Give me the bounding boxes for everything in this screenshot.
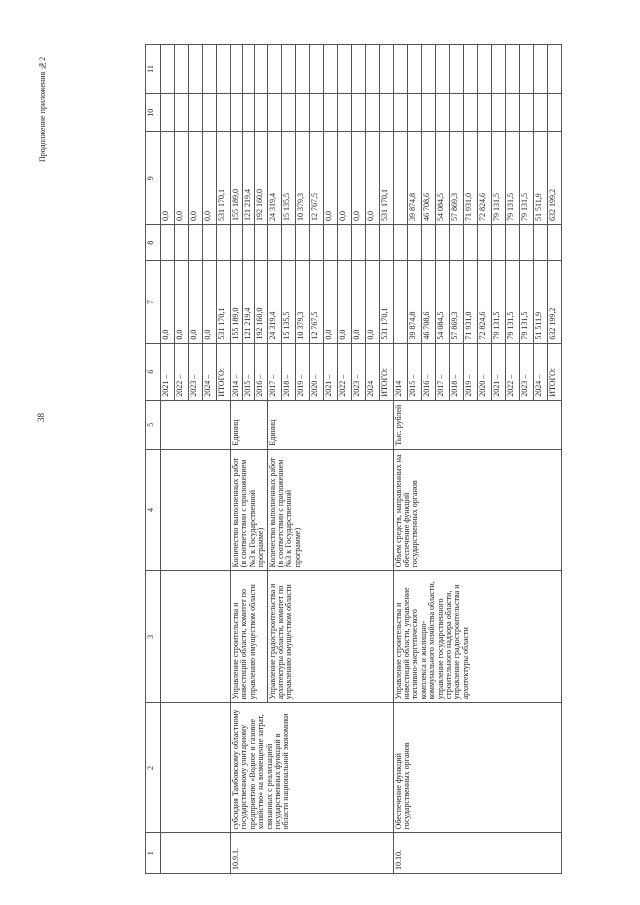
value-col9: 51 511,9 bbox=[533, 132, 547, 225]
year-cell: 2020 – bbox=[309, 343, 323, 400]
empty-col11 bbox=[231, 45, 243, 94]
empty-col11 bbox=[491, 45, 505, 94]
value-col7: 192 160,0 bbox=[255, 261, 267, 343]
empty-col8 bbox=[231, 225, 243, 261]
value-col7: 0,0 bbox=[161, 261, 175, 343]
empty-col4 bbox=[161, 449, 231, 571]
empty-col11 bbox=[309, 45, 323, 94]
value-col9: 632 199,2 bbox=[547, 132, 561, 225]
value-col9: 12 767,5 bbox=[309, 132, 323, 225]
empty-col8 bbox=[337, 225, 351, 261]
year-cell: 2017 – bbox=[267, 343, 281, 400]
empty-col8 bbox=[491, 225, 505, 261]
empty-col11 bbox=[295, 45, 309, 94]
year-cell: 2016 – bbox=[255, 343, 267, 400]
empty-col10 bbox=[547, 93, 561, 131]
empty-col8 bbox=[477, 225, 491, 261]
empty-col10 bbox=[477, 93, 491, 131]
empty-col10 bbox=[421, 93, 435, 131]
empty-col8 bbox=[449, 225, 463, 261]
empty-col10 bbox=[243, 93, 255, 131]
year-cell: 2018 – bbox=[281, 343, 295, 400]
value-col7: 79 131,5 bbox=[519, 261, 533, 343]
value-col9: 24 319,4 bbox=[267, 132, 281, 225]
empty-col8 bbox=[203, 225, 217, 261]
unit: Тыс. рублей bbox=[393, 400, 561, 449]
empty-col8 bbox=[519, 225, 533, 261]
value-col7: 531 170,1 bbox=[217, 261, 231, 343]
empty-col10 bbox=[323, 93, 337, 131]
empty-col8 bbox=[295, 225, 309, 261]
empty-col11 bbox=[393, 45, 407, 94]
empty-col11 bbox=[379, 45, 393, 94]
value-col9: 0,0 bbox=[161, 132, 175, 225]
empty-col11 bbox=[243, 45, 255, 94]
value-col7: 0,0 bbox=[189, 261, 203, 343]
value-col7: 51 511,9 bbox=[533, 261, 547, 343]
value-col7: 71 931,0 bbox=[463, 261, 477, 343]
value-col7: 79 131,5 bbox=[505, 261, 519, 343]
executor: Управление градостроительства и архитектуры области, комитет по управлению имуществом области bbox=[267, 571, 393, 703]
value-col9: 39 874,8 bbox=[407, 132, 421, 225]
year-cell: 2022 – bbox=[505, 343, 519, 400]
year-cell: 2020 – bbox=[477, 343, 491, 400]
value-col7 bbox=[393, 261, 407, 343]
year-cell: 2024 – bbox=[203, 343, 217, 400]
indicator: Объем средств, направленных на обеспечение функций государственных органов bbox=[393, 449, 561, 571]
empty-col8 bbox=[267, 225, 281, 261]
value-col7: 531 170,1 bbox=[379, 261, 393, 343]
empty-col8 bbox=[243, 225, 255, 261]
year-cell: 2024 – bbox=[533, 343, 547, 400]
value-col9: 531 170,1 bbox=[379, 132, 393, 225]
year-cell: ИТОГО: bbox=[379, 343, 393, 400]
value-col7: 79 131,5 bbox=[491, 261, 505, 343]
year-cell: 2021 – bbox=[323, 343, 337, 400]
empty-col10 bbox=[491, 93, 505, 131]
column-header-10: 10 bbox=[146, 93, 161, 131]
empty-col11 bbox=[281, 45, 295, 94]
year-cell: 2022 – bbox=[175, 343, 189, 400]
value-col9: 531 170,1 bbox=[217, 132, 231, 225]
value-col7: 57 869,3 bbox=[449, 261, 463, 343]
empty-col2 bbox=[161, 703, 231, 833]
empty-col8 bbox=[255, 225, 267, 261]
page-number: 38 bbox=[36, 413, 46, 423]
executor: Управление строительства и инвестиций области, комитет по управлению имуществом области bbox=[231, 571, 268, 703]
empty-col11 bbox=[161, 45, 175, 94]
empty-col8 bbox=[281, 225, 295, 261]
value-col9: 0,0 bbox=[365, 132, 379, 225]
table-row bbox=[161, 45, 175, 874]
year-cell: 2015 – bbox=[407, 343, 421, 400]
empty-col10 bbox=[435, 93, 449, 131]
empty-col10 bbox=[449, 93, 463, 131]
empty-col8 bbox=[435, 225, 449, 261]
empty-col11 bbox=[189, 45, 203, 94]
empty-col11 bbox=[519, 45, 533, 94]
year-cell: 2018 – bbox=[449, 343, 463, 400]
year-cell: 2019 – bbox=[295, 343, 309, 400]
empty-col11 bbox=[435, 45, 449, 94]
empty-col10 bbox=[519, 93, 533, 131]
empty-col10 bbox=[351, 93, 365, 131]
empty-col8 bbox=[161, 225, 175, 261]
empty-col5 bbox=[161, 400, 231, 449]
value-col9: 0,0 bbox=[323, 132, 337, 225]
value-col9: 121 219,4 bbox=[243, 132, 255, 225]
empty-col10 bbox=[255, 93, 267, 131]
value-col7: 0,0 bbox=[203, 261, 217, 343]
empty-col8 bbox=[365, 225, 379, 261]
indicator: Количество выполненных работ (в соответствии с приложением №3 к Государственной программе) bbox=[267, 449, 393, 571]
column-header-3: 3 bbox=[146, 571, 161, 703]
empty-col11 bbox=[477, 45, 491, 94]
value-col9: 54 084,5 bbox=[435, 132, 449, 225]
value-col9: 192 160,0 bbox=[255, 132, 267, 225]
empty-col8 bbox=[309, 225, 323, 261]
empty-col8 bbox=[393, 225, 407, 261]
value-col9: 79 131,5 bbox=[491, 132, 505, 225]
empty-col10 bbox=[407, 93, 421, 131]
value-col9: 15 135,5 bbox=[281, 132, 295, 225]
empty-col11 bbox=[217, 45, 231, 94]
empty-col8 bbox=[351, 225, 365, 261]
empty-col11 bbox=[255, 45, 267, 94]
empty-col11 bbox=[505, 45, 519, 94]
year-cell: 2022 – bbox=[337, 343, 351, 400]
empty-col10 bbox=[267, 93, 281, 131]
value-col9: 46 708,6 bbox=[421, 132, 435, 225]
year-cell: 2014 bbox=[393, 343, 407, 400]
empty-col11 bbox=[421, 45, 435, 94]
value-col7: 12 767,5 bbox=[309, 261, 323, 343]
empty-col10 bbox=[393, 93, 407, 131]
indicator: Количество выполненных работ (в соответствии с приложением №3 к Государственной программе) bbox=[231, 449, 268, 571]
empty-col8 bbox=[175, 225, 189, 261]
program-table bbox=[145, 44, 562, 874]
empty-col11 bbox=[407, 45, 421, 94]
value-col9: 0,0 bbox=[351, 132, 365, 225]
table-row bbox=[231, 45, 243, 874]
empty-col10 bbox=[337, 93, 351, 131]
value-col9: 0,0 bbox=[189, 132, 203, 225]
year-cell: 2024 bbox=[365, 343, 379, 400]
empty-col10 bbox=[505, 93, 519, 131]
year-cell: 2014 – bbox=[231, 343, 243, 400]
empty-col8 bbox=[463, 225, 477, 261]
empty-col10 bbox=[231, 93, 243, 131]
column-header-5: 5 bbox=[146, 400, 161, 449]
value-col9: 57 869,3 bbox=[449, 132, 463, 225]
column-header-1: 1 bbox=[146, 833, 161, 874]
value-col7: 0,0 bbox=[351, 261, 365, 343]
table-row bbox=[393, 45, 407, 874]
value-col7: 632 199,2 bbox=[547, 261, 561, 343]
row-code: 10.9.1. bbox=[231, 833, 394, 874]
value-col7: 72 824,6 bbox=[477, 261, 491, 343]
year-cell: 2015 – bbox=[243, 343, 255, 400]
executor: Управление строительства и инвестиций области, управление топливно-энергетического комплекса и жилищно-коммунального хозяйства области, управление государственного строительного надзора области, управление градостроительства и архитектуры области bbox=[393, 571, 561, 703]
year-cell: 2023 – bbox=[351, 343, 365, 400]
empty-col10 bbox=[161, 93, 175, 131]
empty-col10 bbox=[281, 93, 295, 131]
empty-col11 bbox=[267, 45, 281, 94]
year-cell: ИТОГО: bbox=[547, 343, 561, 400]
value-col9 bbox=[393, 132, 407, 225]
empty-col10 bbox=[295, 93, 309, 131]
value-col7: 54 084,5 bbox=[435, 261, 449, 343]
empty-col11 bbox=[533, 45, 547, 94]
value-col7: 0,0 bbox=[323, 261, 337, 343]
year-cell: 2023 – bbox=[519, 343, 533, 400]
value-col7: 0,0 bbox=[175, 261, 189, 343]
unit: Единиц bbox=[267, 400, 393, 449]
empty-col8 bbox=[379, 225, 393, 261]
empty-col8 bbox=[505, 225, 519, 261]
empty-col1 bbox=[161, 833, 231, 874]
empty-col10 bbox=[217, 93, 231, 131]
year-cell: 2021 – bbox=[491, 343, 505, 400]
empty-col10 bbox=[189, 93, 203, 131]
year-cell: 2021 – bbox=[161, 343, 175, 400]
column-header-6: 6 bbox=[146, 343, 161, 400]
value-col7: 10 379,3 bbox=[295, 261, 309, 343]
empty-col10 bbox=[533, 93, 547, 131]
empty-col8 bbox=[407, 225, 421, 261]
value-col7: 121 219,4 bbox=[243, 261, 255, 343]
value-col7: 15 135,5 bbox=[281, 261, 295, 343]
row-code: 10.10. bbox=[393, 833, 561, 874]
empty-col10 bbox=[463, 93, 477, 131]
empty-col8 bbox=[421, 225, 435, 261]
measure-name: субсидия Тамбовскому областному государственному унитарному предприятию «Водное и газовое хозяйство» на возмещение затрат, связанных с реализацией государственных функций в области национальной экономики bbox=[231, 703, 394, 833]
empty-col8 bbox=[547, 225, 561, 261]
column-header-4: 4 bbox=[146, 449, 161, 571]
value-col9: 79 131,5 bbox=[505, 132, 519, 225]
unit: Единиц bbox=[231, 400, 268, 449]
table-body bbox=[161, 45, 562, 874]
year-cell: 2019 – bbox=[463, 343, 477, 400]
empty-col11 bbox=[365, 45, 379, 94]
empty-col8 bbox=[217, 225, 231, 261]
value-col9: 72 824,6 bbox=[477, 132, 491, 225]
year-cell: 2017 – bbox=[435, 343, 449, 400]
empty-col10 bbox=[379, 93, 393, 131]
empty-col11 bbox=[449, 45, 463, 94]
value-col9: 155 189,0 bbox=[231, 132, 243, 225]
empty-col10 bbox=[175, 93, 189, 131]
column-header-7: 7 bbox=[146, 261, 161, 343]
column-header-2: 2 bbox=[146, 703, 161, 833]
empty-col11 bbox=[547, 45, 561, 94]
empty-col11 bbox=[323, 45, 337, 94]
value-col7: 0,0 bbox=[337, 261, 351, 343]
value-col9: 0,0 bbox=[203, 132, 217, 225]
value-col7: 0,0 bbox=[365, 261, 379, 343]
empty-col8 bbox=[323, 225, 337, 261]
value-col7: 46 708,6 bbox=[421, 261, 435, 343]
column-header-8: 8 bbox=[146, 225, 161, 261]
annex-title: Продолжение приложения №2 bbox=[38, 56, 47, 162]
empty-col8 bbox=[533, 225, 547, 261]
value-col7: 39 874,8 bbox=[407, 261, 421, 343]
column-header-9: 9 bbox=[146, 132, 161, 225]
year-cell: 2016 – bbox=[421, 343, 435, 400]
empty-col11 bbox=[351, 45, 365, 94]
empty-col11 bbox=[337, 45, 351, 94]
empty-col11 bbox=[175, 45, 189, 94]
value-col9: 0,0 bbox=[175, 132, 189, 225]
year-cell: ИТОГО: bbox=[217, 343, 231, 400]
empty-col10 bbox=[365, 93, 379, 131]
measure-name: Обеспечение функций государственных органов bbox=[393, 703, 561, 833]
empty-col8 bbox=[189, 225, 203, 261]
value-col7: 155 189,0 bbox=[231, 261, 243, 343]
year-cell: 2023 – bbox=[189, 343, 203, 400]
empty-col10 bbox=[309, 93, 323, 131]
value-col9: 10 379,3 bbox=[295, 132, 309, 225]
column-number-row bbox=[146, 45, 161, 874]
column-header-11: 11 bbox=[146, 45, 161, 94]
empty-col10 bbox=[203, 93, 217, 131]
value-col7: 24 319,4 bbox=[267, 261, 281, 343]
value-col9: 71 931,0 bbox=[463, 132, 477, 225]
table-container bbox=[145, 44, 625, 874]
empty-col3 bbox=[161, 571, 231, 703]
value-col9: 79 131,5 bbox=[519, 132, 533, 225]
empty-col11 bbox=[463, 45, 477, 94]
value-col9: 0,0 bbox=[337, 132, 351, 225]
empty-col11 bbox=[203, 45, 217, 94]
